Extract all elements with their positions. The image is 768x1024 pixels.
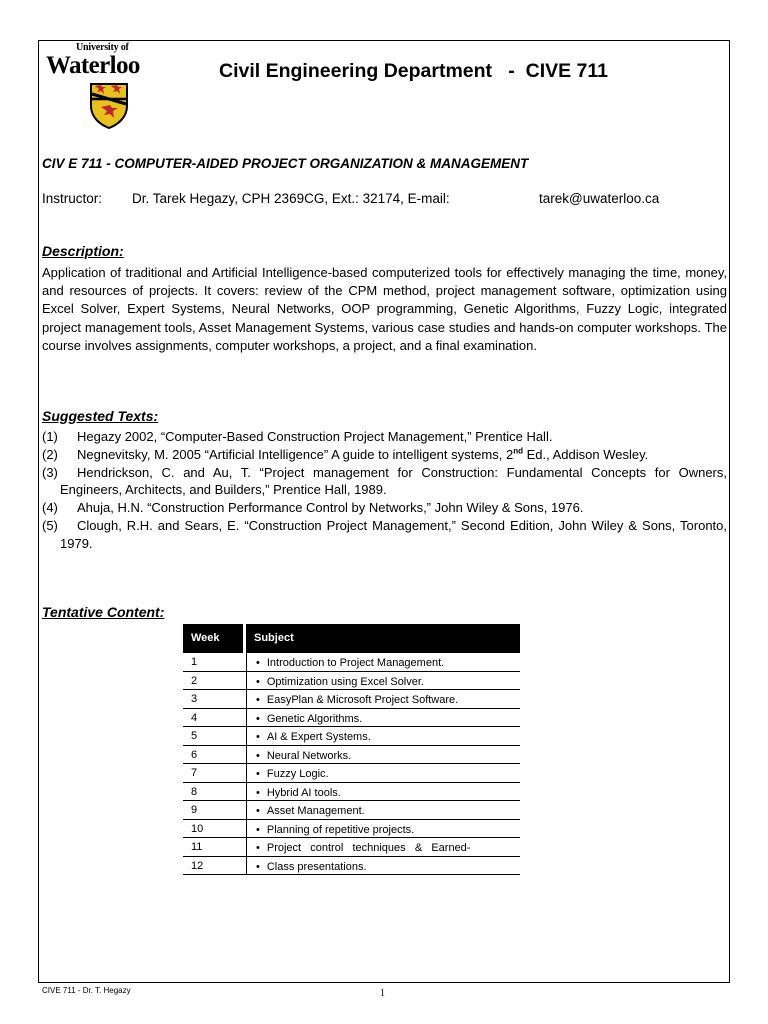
- table-row: [183, 709, 520, 728]
- bullet-icon: •: [256, 860, 260, 873]
- reference-item: [42, 464, 727, 500]
- subject-cell: [247, 838, 520, 857]
- subject-text: Hybrid AI tools.: [266, 786, 341, 799]
- tentative-content-heading: Tentative Content:: [42, 604, 165, 620]
- table-row: [183, 653, 520, 672]
- subject-cell: [247, 709, 520, 728]
- reference-text: Hegazy 2002, “Computer-Based Construction Project Management,” Prentice Hall.: [77, 429, 553, 444]
- table-row: [183, 764, 520, 783]
- subject-text: Project control techniques & Earned-: [266, 842, 471, 854]
- subject-text: Class presentations.: [266, 860, 367, 873]
- subject-text: Genetic Algorithms.: [266, 712, 363, 725]
- description-heading: Description:: [42, 243, 124, 259]
- week-cell: 9: [183, 801, 247, 820]
- header-week: Week: [183, 624, 246, 653]
- bullet-icon: •: [256, 749, 260, 762]
- table-row: [183, 690, 520, 709]
- description-text: Application of traditional and Artificial Intelligence-based computerized tools for effectively managing the time, money, and resources of projects. It covers: review of the CPM method, project management software, optimization using Excel Solver, Expert Systems, Neural Networks, OOP programming, Genetic Algorithms, Fuzzy Logic, integrated project management tools, Asset Management Systems, various case studies and hands-on computer workshops. The course involves assignments, computer workshops, a project, and a final examination.: [42, 265, 727, 353]
- reference-item: [42, 428, 727, 446]
- subject-cell: [247, 746, 520, 765]
- reference-text: Negnevitsky, M. 2005 “Artificial Intelligence” A guide to intelligent systems, 2nd Ed., Addison Wesley.: [77, 446, 649, 462]
- table-row: [183, 727, 520, 746]
- logo-university-of: University of: [76, 42, 129, 53]
- week-cell: 3: [183, 690, 247, 709]
- subject-text: Optimization using Excel Solver.: [266, 675, 424, 688]
- week-cell: 10: [183, 820, 247, 839]
- week-cell: 11: [183, 838, 247, 857]
- table-row: [183, 857, 520, 876]
- week-cell: 2: [183, 672, 247, 691]
- subject-cell: [247, 672, 520, 691]
- content-table: [183, 624, 520, 875]
- week-cell: 1: [183, 653, 247, 672]
- subject-cell: [247, 857, 520, 876]
- subject-cell: [247, 801, 520, 820]
- reference-number: (5): [42, 517, 58, 533]
- bullet-icon: •: [256, 805, 260, 817]
- subject-text: EasyPlan & Microsoft Project Software.: [266, 694, 459, 706]
- instructor-email: tarek@uwaterloo.ca: [539, 191, 660, 206]
- bullet-icon: •: [256, 842, 260, 854]
- subject-cell: [247, 653, 520, 672]
- subject-text: Planning of repetitive projects.: [266, 823, 415, 836]
- table-row: [183, 801, 520, 820]
- course-title: CIV E 711 - COMPUTER-AIDED PROJECT ORGANIZATION & MANAGEMENT: [42, 156, 529, 171]
- instructor-details: Dr. Tarek Hegazy, CPH 2369CG, Ext.: 32174, E-mail:: [132, 191, 450, 206]
- table-header: [183, 624, 520, 653]
- subject-cell: [247, 820, 520, 839]
- reference-text: Ahuja, H.N. “Construction Performance Control by Networks,” John Wiley & Sons, 1976.: [77, 500, 584, 516]
- week-cell: 6: [183, 746, 247, 765]
- bullet-icon: •: [256, 823, 260, 836]
- suggested-texts-heading: Suggested Texts:: [42, 408, 159, 424]
- reference-number: (2): [42, 446, 58, 462]
- crest-shield-icon: [89, 82, 129, 130]
- page-number: 1: [380, 988, 385, 999]
- reference-item: [42, 446, 727, 464]
- header-subject: Subject: [254, 632, 294, 644]
- bullet-icon: •: [256, 768, 260, 780]
- footer-left: CIVE 711 - Dr. T. Hegazy: [42, 986, 131, 995]
- row-rule: [183, 874, 520, 875]
- subject-text: Neural Networks.: [266, 749, 352, 762]
- university-logo: [46, 42, 172, 132]
- bullet-icon: •: [256, 657, 260, 669]
- table-row: [183, 672, 520, 691]
- reference-item: [42, 499, 727, 517]
- subject-text: Introduction to Project Management.: [266, 657, 445, 669]
- subject-cell: [247, 727, 520, 746]
- week-cell: 5: [183, 727, 247, 746]
- week-cell: 4: [183, 709, 247, 728]
- subject-text: Asset Management.: [266, 805, 365, 817]
- subject-text: Fuzzy Logic.: [266, 768, 329, 780]
- subject-text: AI & Expert Systems.: [266, 731, 371, 743]
- week-cell: 12: [183, 857, 247, 876]
- table-row: [183, 783, 520, 802]
- subject-cell: [247, 783, 520, 802]
- reference-text: Clough, R.H. and Sears, E. “Construction Project Management,” Second Edition, John Wiley & Sons, Toronto, 1979.: [60, 517, 727, 551]
- table-row: [183, 820, 520, 839]
- reference-number: (3): [42, 464, 58, 480]
- reference-item: [42, 517, 727, 553]
- bullet-icon: •: [256, 694, 260, 706]
- bullet-icon: •: [256, 786, 260, 799]
- instructor-label: Instructor:: [42, 191, 103, 206]
- week-cell: 8: [183, 783, 247, 802]
- reference-text: Hendrickson, C. and Au, T. “Project management for Construction: Fundamental Concepts for Owners, Engineers, Architects, and Builders,” Prentice Hall, 1989.: [60, 464, 727, 498]
- table-body: [183, 653, 520, 875]
- bullet-icon: •: [256, 712, 260, 725]
- superscript: nd: [513, 446, 523, 456]
- reference-number: (1): [42, 429, 58, 444]
- logo-waterloo: Waterloo: [46, 52, 140, 79]
- bullet-icon: •: [256, 675, 260, 688]
- reference-number: (4): [42, 500, 58, 516]
- suggested-texts-list: [42, 428, 727, 553]
- week-cell: 7: [183, 764, 247, 783]
- table-row: [183, 838, 520, 857]
- bullet-icon: •: [256, 731, 260, 743]
- subject-cell: [247, 690, 520, 709]
- subject-cell: [247, 764, 520, 783]
- department-title: Civil Engineering Department - CIVE 711: [219, 60, 609, 82]
- table-row: [183, 746, 520, 765]
